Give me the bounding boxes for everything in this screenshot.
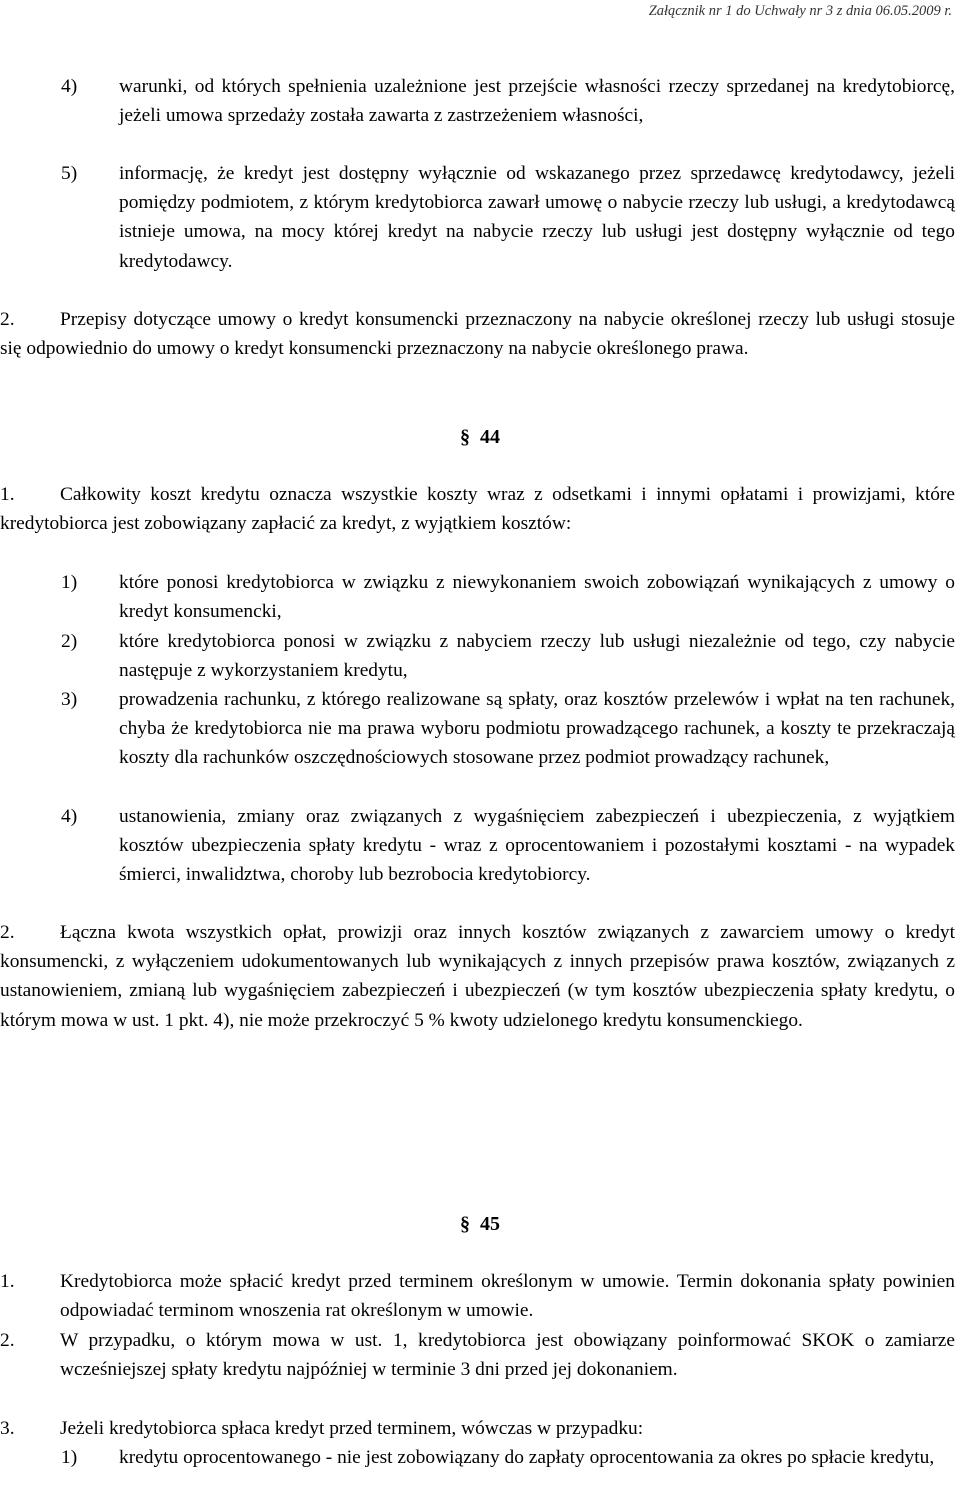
section-mark: § xyxy=(460,426,470,448)
paragraph-text: Jeżeli kredytobiorca spłaca kredyt przed terminem, wówczas w przypadku: xyxy=(60,1418,644,1439)
item-text: ustanowienia, zmiany oraz związanych z wygaśnięciem zabezpieczeń i ubezpieczenia, z wyjątkiem kosztów ubezpieczenia spłaty kredytu - wraz z oprocentowaniem i pozostałymi kosztami - na wypadek śmierci, inwalidztwa, choroby lub bezrobocia kredytobiorcy. xyxy=(119,806,955,886)
item-number: 2) xyxy=(61,631,78,652)
section-number: 44 xyxy=(480,426,500,448)
item-number: 1) xyxy=(61,572,78,593)
item-number: 4) xyxy=(61,76,78,97)
section-heading-45 xyxy=(0,1210,960,1239)
paragraph-number: 2. xyxy=(0,309,15,330)
paragraph-number: 1. xyxy=(0,484,15,505)
paragraph-text: Całkowity koszt kredytu oznacza wszystkie koszty wraz z odsetkami i innymi opłatami i prowizjami, które kredytobiorca jest zobowiązany zapłacić za kredyt, z wyjątkiem kosztów: xyxy=(0,484,955,535)
paragraph-text: W przypadku, o którym mowa w ust. 1, kredytobiorca jest obowiązany poinformować SKOK o zamiarze wcześniejszej spłaty kredytu najpóźniej w terminie 3 dni przed jej dokonaniem. xyxy=(60,1330,955,1381)
item-text: informację, że kredyt jest dostępny wyłącznie od wskazanego przez sprzedawcę kredytodawcy, jeżeli pomiędzy podmiotem, z którym kredytobiorca zawarł umowę o nabycie rzeczy lub usługi, a kredytodawcą istnieje umowa, na mocy której kredyt na nabycie rzeczy lub usługi jest dostępny wyłącznie od tego kredytodawcy. xyxy=(119,163,955,272)
section-heading-44 xyxy=(0,423,960,452)
item-text: które kredytobiorca ponosi w związku z nabyciem rzeczy lub usługi niezależnie od tego, czy nabycie następuje z wykorzystaniem kredytu, xyxy=(119,631,955,682)
item-text: które ponosi kredytobiorca w związku z niewykonaniem swoich zobowiązań wynikających z umowy o kredyt konsumencki, xyxy=(119,572,955,623)
item-number: 5) xyxy=(61,163,78,184)
paragraph-number: 3. xyxy=(0,1418,15,1439)
item-text: kredytu oprocentowanego - nie jest zobowiązany do zapłaty oprocentowania za okres po spłacie kredytu, xyxy=(119,1447,935,1468)
item-number: 1) xyxy=(61,1447,78,1468)
item-number: 3) xyxy=(61,689,78,710)
paragraph-number: 2. xyxy=(0,1330,15,1351)
paragraph-text: Łączna kwota wszystkich opłat, prowizji oraz innych kosztów związanych z zawarciem umowy o kredyt konsumencki, z wyłączeniem udokumentowanych lub wynikających z innych przepisów prawa kosztów, związanych z ustanowieniem, zmianą lub wygaśnięciem zabezpieczeń i ubezpieczeń (w tym kosztów ubezpieczenia spłaty kredytu, o którym mowa w ust. 1 pkt. 4), nie może przekroczyć 5 % kwoty udzielonego kredytu konsumenckiego. xyxy=(0,922,955,1031)
item-text: warunki, od których spełnienia uzależnione jest przejście własności rzeczy sprzedanej na kredytobiorcę, jeżeli umowa sprzedaży została zawarta z zastrzeżeniem własności, xyxy=(119,76,955,127)
paragraph-text: Kredytobiorca może spłacić kredyt przed terminem określonym w umowie. Termin dokonania spłaty powinien odpowiadać terminom wnoszenia rat określonym w umowie. xyxy=(60,1271,955,1322)
document-header: Załącznik nr 1 do Uchwały nr 3 z dnia 06.05.2009 r. xyxy=(648,3,952,19)
paragraph-number: 2. xyxy=(0,922,15,943)
paragraph-number: 1. xyxy=(0,1271,15,1292)
item-number: 4) xyxy=(61,806,78,827)
item-text: prowadzenia rachunku, z którego realizowane są spłaty, oraz kosztów przelewów i wpłat na ten rachunek, chyba że kredytobiorca nie ma prawa wyboru podmiotu prowadzącego rachunek, a koszty te przekraczają koszty dla rachunków oszczędnościowych stosowane przez podmiot prowadzący rachunek, xyxy=(119,689,955,769)
section-number: 45 xyxy=(480,1213,500,1235)
section-mark: § xyxy=(460,1213,470,1235)
paragraph-text: Przepisy dotyczące umowy o kredyt konsumencki przeznaczony na nabycie określonej rzeczy lub usługi stosuje się odpowiednio do umowy o kredyt konsumencki przeznaczony na nabycie określonego prawa. xyxy=(0,309,955,360)
